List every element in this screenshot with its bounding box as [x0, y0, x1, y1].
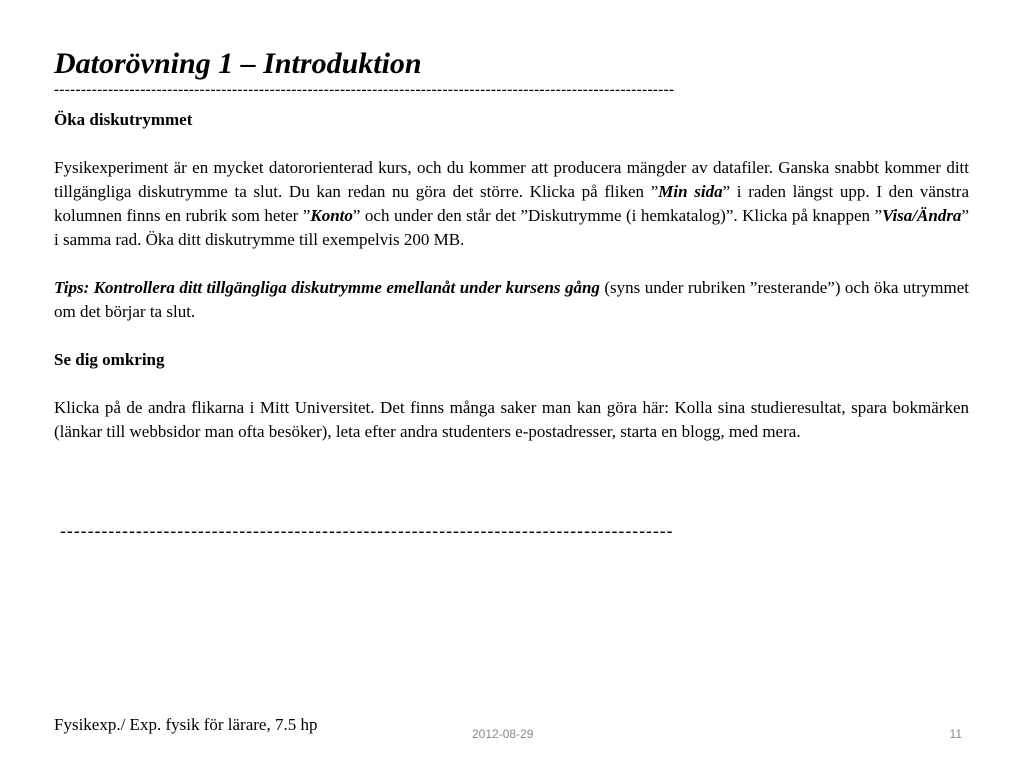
- spacer: [54, 132, 969, 156]
- section-heading-disk-space: Öka diskutrymmet: [54, 110, 193, 129]
- emphasis-visa-andra: Visa/Ändra: [882, 206, 962, 225]
- footer-date: 2012-08-29: [472, 727, 534, 741]
- paragraph-text: ” i raden längst upp. I den vänstra kolumnen finns en rubrik som heter ”: [54, 182, 969, 225]
- paragraph-text: ” och under den står det ”Diskutrymme (i hemkatalog)”. Klicka på knappen ”: [352, 206, 883, 225]
- emphasis-konto: Konto: [310, 206, 353, 225]
- spacer: [54, 372, 969, 396]
- section-heading-look-around: Se dig omkring: [54, 350, 165, 369]
- paragraph-text: Fysikexperiment är en mycket datororienterad kurs, och du kommer att producera mängder av datafiler. Ganska snabbt kommer ditt tillgängliga diskutrymme ta slut. Du kan redan nu göra det större. Klicka på fliken ”: [54, 158, 969, 201]
- emphasis-min-sida: Min sida: [658, 182, 723, 201]
- tips-emphasis: Tips: Kontrollera ditt tillgängliga diskutrymme emellanåt under kursens gång: [54, 278, 600, 297]
- slide-title: Datorövning 1 – Introduktion: [54, 47, 422, 80]
- bottom-separator: -----------------------------------------------------------------------------------------: [60, 521, 674, 541]
- top-separator: -------------------------------------------------------------------------------------------------------------------: [54, 84, 675, 96]
- slide-body: [54, 108, 969, 444]
- look-around-paragraph: Klicka på de andra flikarna i Mitt Universitet. Det finns många saker man kan göra här: Kolla sina studieresultat, spara bokmärken (länkar till webbsidor man ofta besöker), leta efter andra studenters e-postadresser, starta en blogg, med mera.: [54, 398, 969, 441]
- tips-paragraph: [54, 276, 969, 324]
- spacer: [54, 252, 969, 276]
- spacer: [54, 324, 969, 348]
- disk-space-paragraph: [54, 156, 969, 252]
- footer-course: Fysikexp./ Exp. fysik för lärare, 7.5 hp: [54, 715, 318, 734]
- footer-page-number: 11: [949, 727, 962, 741]
- paragraph-text: ” i samma rad. Öka ditt diskutrymme till exempelvis 200 MB.: [54, 206, 969, 249]
- tips-text: (syns under rubriken ”resterande”) och öka utrymmet om det börjar ta slut.: [54, 278, 970, 321]
